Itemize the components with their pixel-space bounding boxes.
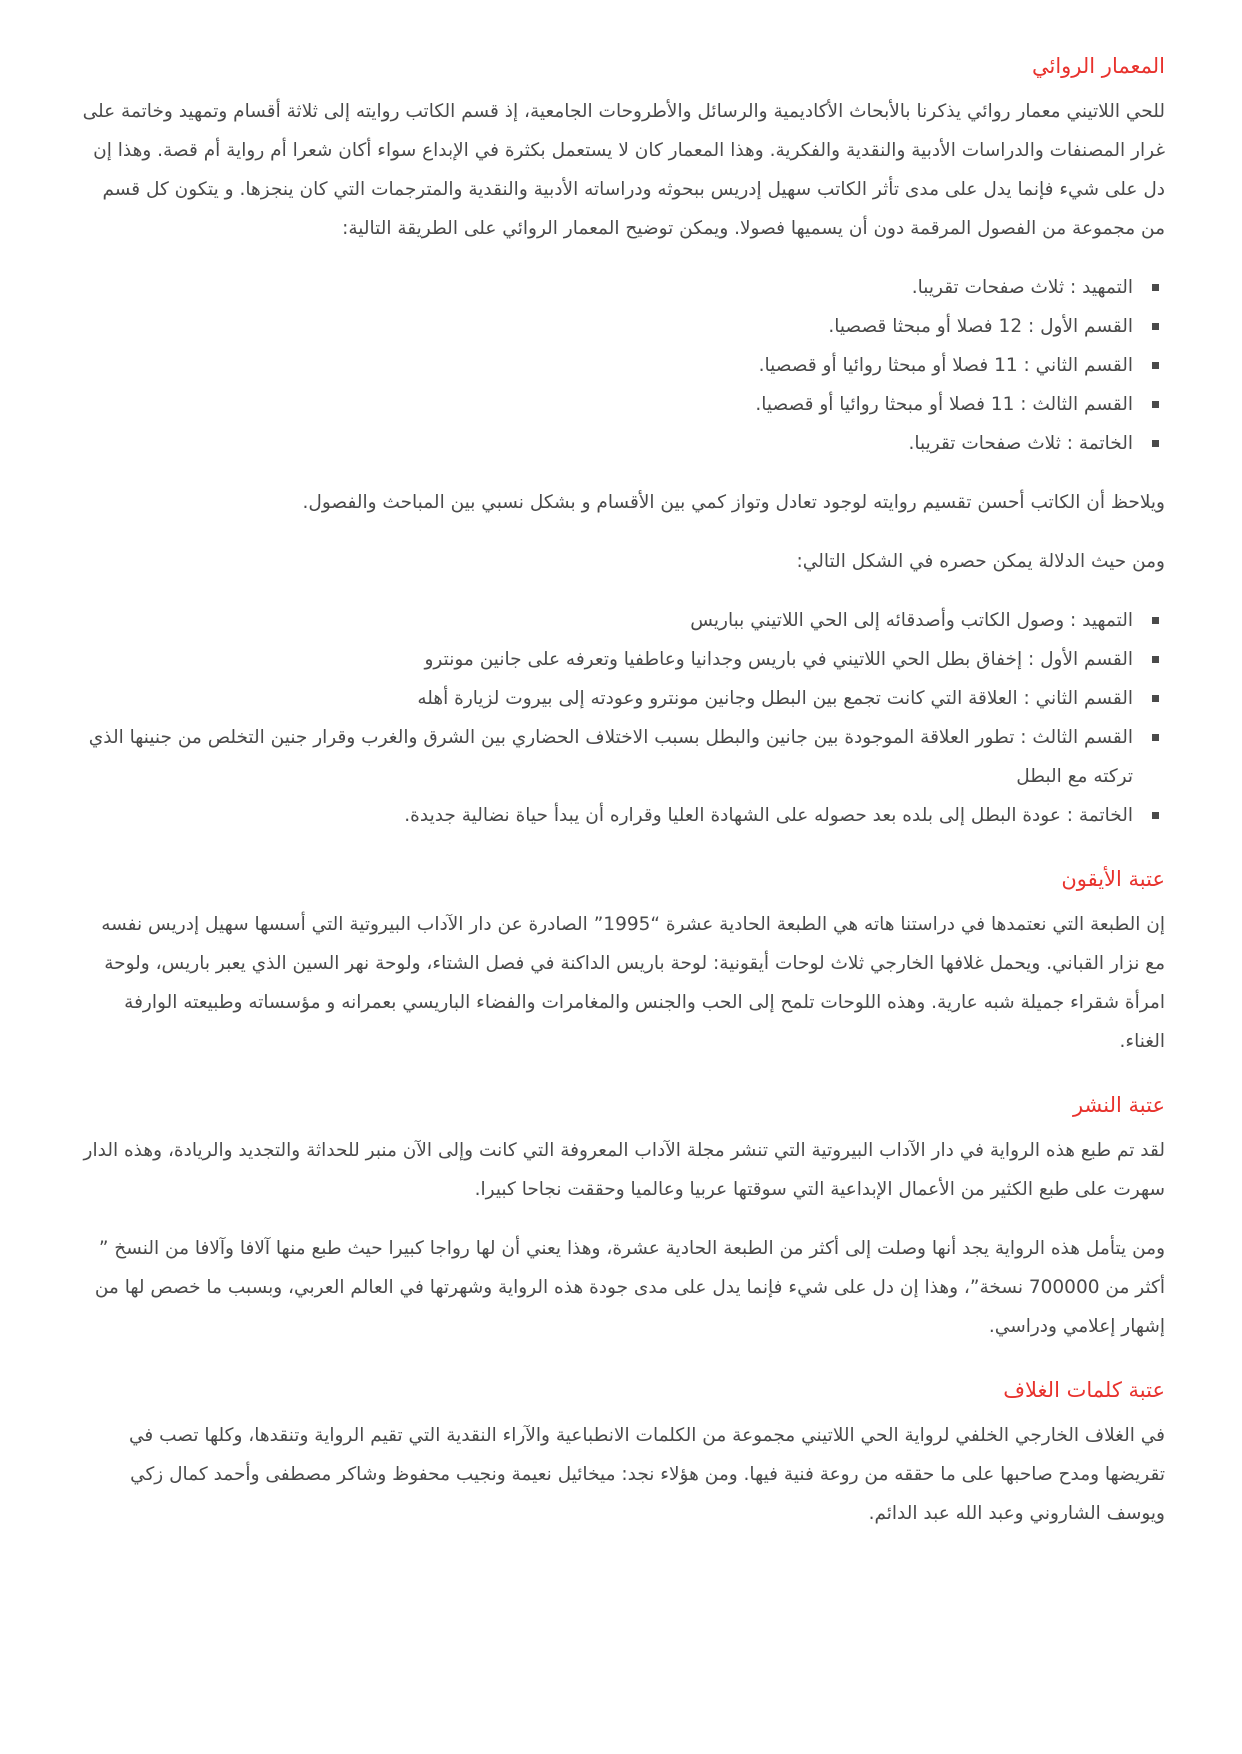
bullet-square-icon [1152, 734, 1159, 741]
paragraph-publishing-2: ومن يتأمل هذه الرواية يجد أنها وصلت إلى أكثر من الطبعة الحادية عشرة، وهذا يعني أن لها رواجا كبيرا حيث طبع منها آلافا وآلافا من النسخ ” أكثر من 700000 نسخة”، وهذا إن دل على شيء فإنما يدل على مدى جودة هذه الرواية وشهرتها في العالم العربي، وبسبب ما خصص لها من إشهار إعلامي ودراسي. [94, 1238, 1165, 1337]
bullet-square-icon [1152, 656, 1159, 663]
list-item [77, 424, 1165, 463]
bullet-square-icon [1152, 812, 1159, 819]
bullet-square-icon [1152, 362, 1159, 369]
list-item [77, 718, 1165, 796]
list-item [77, 385, 1165, 424]
bullet-square-icon [1152, 323, 1159, 330]
bullet-square-icon [1152, 617, 1159, 624]
list-item [77, 307, 1165, 346]
paragraph-architecture-intro: للحي اللاتيني معمار روائي يذكرنا بالأبحاث الأكاديمية والرسائل والأطروحات الجامعية، إذ قسم الكاتب روايته إلى ثلاثة أقسام وتمهيد وخاتمة على غرار المصنفات والدراسات الأدبية والنقدية والفكرية. وهذا المعمار كان لا يستعمل بكثرة في الإبداع سواء أكان شعرا أم رواية أم قصة. وهذا إن دل على شيء فإنما يدل على مدى تأثر الكاتب سهيل إدريس ببحوثه ودراساته الأدبية والنقدية والمترجمات التي كان ينجزها. و يتكون كل قسم من مجموعة من الفصول المرقمة دون أن يسميها فصولا. ويمكن توضيح المعمار الروائي على الطريقة التالية: [82, 101, 1165, 239]
paragraph-balance: ويلاحظ أن الكاتب أحسن تقسيم روايته لوجود تعادل وتواز كمي بين الأقسام و بشكل نسبي بين المباحث والفصول. [302, 492, 1165, 513]
section-heading-icon: عتبة الأيقون [1061, 867, 1165, 891]
section-heading-cover-words: عتبة كلمات الغلاف [1003, 1378, 1165, 1402]
list-item-text: القسم الأول : 12 فصلا أو مبحثا قصصيا. [828, 316, 1133, 337]
list-item-text: القسم الأول : إخفاق بطل الحي اللاتيني في باريس وجدانيا وعاطفيا وتعرفه على جانين مونترو [424, 649, 1133, 670]
bullet-square-icon [1152, 695, 1159, 702]
paragraph-publishing-1: لقد تم طبع هذه الرواية في دار الآداب البيروتية التي تنشر مجلة الآداب المعروفة التي كانت وإلى الآن منبر للحداثة والتجديد والريادة، وهذه الدار سهرت على طبع الكثير من الأعمال الإبداعية التي سوقتها عربيا وعالميا وحققت نجاحا كبيرا. [83, 1140, 1165, 1200]
bullet-square-icon [1152, 401, 1159, 408]
section-heading-publishing: عتبة النشر [1072, 1093, 1165, 1117]
list-item-text: القسم الثاني : 11 فصلا أو مبحثا روائيا أو قصصيا. [758, 355, 1133, 376]
bullet-square-icon [1152, 284, 1159, 291]
list-item-text: الخاتمة : عودة البطل إلى بلده بعد حصوله على الشهادة العليا وقراره أن يبدأ حياة نضالية جديدة. [404, 805, 1133, 826]
list-item-text: القسم الثالث : 11 فصلا أو مبحثا روائيا أو قصصيا. [755, 394, 1133, 415]
semantics-list [77, 601, 1165, 835]
list-item-text: التمهيد : ثلاث صفحات تقريبا. [911, 277, 1133, 298]
list-item [77, 601, 1165, 640]
list-item [77, 679, 1165, 718]
section-heading-architecture: المعمار الروائي [1031, 54, 1165, 78]
list-item [77, 640, 1165, 679]
list-item-text: الخاتمة : ثلاث صفحات تقريبا. [908, 433, 1133, 454]
structure-list [77, 268, 1165, 463]
paragraph-cover-words: في الغلاف الخارجي الخلفي لرواية الحي اللاتيني مجموعة من الكلمات الانطباعية والآراء النقدية التي تقيم الرواية وتنقدها، وكلها تصب في تقريضها ومدح صاحبها على ما حققه من روعة فنية فيها. ومن هؤلاء نجد: ميخائيل نعيمة ونجيب محفوظ وشاكر مصطفى وأحمد كمال زكي ويوسف الشاروني وعبد الله عبد الدائم. [129, 1425, 1165, 1524]
list-item-text: القسم الثاني : العلاقة التي كانت تجمع بين البطل وجانين مونترو وعودته إلى بيروت لزيارة أهله [417, 688, 1133, 709]
list-item-text: القسم الثالث : تطور العلاقة الموجودة بين جانين والبطل بسبب الاختلاف الحضاري بين الشرق والغرب وقرار جنين التخلص من جنينها الذي تركته مع البطل [88, 727, 1133, 787]
list-item-text: التمهيد : وصول الكاتب وأصدقائه إلى الحي اللاتيني بباريس [690, 610, 1133, 631]
paragraph-semantics-intro: ومن حيث الدلالة يمكن حصره في الشكل التالي: [796, 551, 1165, 572]
bullet-square-icon [1152, 440, 1159, 447]
list-item [77, 346, 1165, 385]
list-item [77, 268, 1165, 307]
list-item [77, 796, 1165, 835]
paragraph-icon: إن الطبعة التي نعتمدها في دراستنا هاته هي الطبعة الحادية عشرة “1995” الصادرة عن دار الآداب البيروتية التي أسسها سهيل إدريس نفسه مع نزار القباني. ويحمل غلافها الخارجي ثلاث لوحات أيقونية: لوحة باريس الداكنة في فصل الشتاء، ولوحة نهر السين الذي يعبر باريس، ولوحة امرأة شقراء جميلة شبه عارية. وهذه اللوحات تلمح إلى الحب والجنس والمغامرات والفضاء الباريسي بعمرانه و مؤسساته وطبيعته الوارفة الغناء. [101, 914, 1165, 1052]
